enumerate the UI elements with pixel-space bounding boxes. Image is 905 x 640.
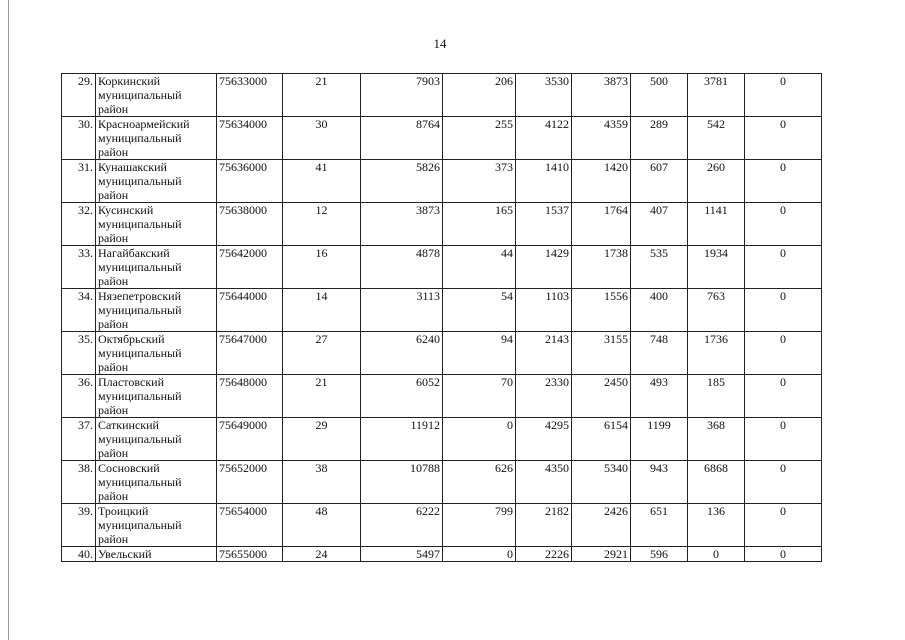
table-row bbox=[62, 160, 822, 203]
value-cell: 0 bbox=[745, 117, 822, 160]
table-row bbox=[62, 504, 822, 547]
table-row bbox=[62, 332, 822, 375]
value-cell: 2921 bbox=[572, 547, 631, 562]
value-cell: 16 bbox=[283, 246, 361, 289]
value-cell: 763 bbox=[688, 289, 745, 332]
oktmo-code-cell: 75638000 bbox=[217, 203, 283, 246]
value-cell: 626 bbox=[443, 461, 516, 504]
value-cell: 373 bbox=[443, 160, 516, 203]
value-cell: 0 bbox=[745, 418, 822, 461]
value-cell: 4878 bbox=[361, 246, 443, 289]
oktmo-code-cell: 75655000 bbox=[217, 547, 283, 562]
value-cell: 6868 bbox=[688, 461, 745, 504]
value-cell: 1429 bbox=[516, 246, 572, 289]
oktmo-code-cell: 75654000 bbox=[217, 504, 283, 547]
value-cell: 185 bbox=[688, 375, 745, 418]
value-cell: 748 bbox=[631, 332, 688, 375]
value-cell: 38 bbox=[283, 461, 361, 504]
table-row bbox=[62, 203, 822, 246]
value-cell: 206 bbox=[443, 74, 516, 117]
oktmo-code-cell: 75642000 bbox=[217, 246, 283, 289]
oktmo-code-cell: 75648000 bbox=[217, 375, 283, 418]
row-number-cell: 36. bbox=[62, 375, 96, 418]
district-name-cell: Нязепетровский муниципальный район bbox=[96, 289, 217, 332]
value-cell: 0 bbox=[745, 246, 822, 289]
value-cell: 10788 bbox=[361, 461, 443, 504]
row-number-cell: 37. bbox=[62, 418, 96, 461]
value-cell: 7903 bbox=[361, 74, 443, 117]
value-cell: 596 bbox=[631, 547, 688, 562]
value-cell: 0 bbox=[688, 547, 745, 562]
scan-edge-line bbox=[8, 0, 9, 640]
value-cell: 54 bbox=[443, 289, 516, 332]
value-cell: 0 bbox=[745, 547, 822, 562]
value-cell: 48 bbox=[283, 504, 361, 547]
district-name-cell: Коркинский муниципальный район bbox=[96, 74, 217, 117]
municipal-data-table bbox=[61, 73, 822, 562]
value-cell: 4350 bbox=[516, 461, 572, 504]
value-cell: 0 bbox=[745, 504, 822, 547]
row-number-cell: 30. bbox=[62, 117, 96, 160]
district-name-cell: Саткинский муниципальный район bbox=[96, 418, 217, 461]
district-name-cell: Пластовский муниципальный район bbox=[96, 375, 217, 418]
value-cell: 6222 bbox=[361, 504, 443, 547]
value-cell: 400 bbox=[631, 289, 688, 332]
value-cell: 3873 bbox=[572, 74, 631, 117]
value-cell: 11912 bbox=[361, 418, 443, 461]
value-cell: 2143 bbox=[516, 332, 572, 375]
row-number-cell: 32. bbox=[62, 203, 96, 246]
district-name-cell: Троицкий муниципальный район bbox=[96, 504, 217, 547]
value-cell: 44 bbox=[443, 246, 516, 289]
row-number-cell: 29. bbox=[62, 74, 96, 117]
value-cell: 3781 bbox=[688, 74, 745, 117]
value-cell: 21 bbox=[283, 74, 361, 117]
value-cell: 1141 bbox=[688, 203, 745, 246]
district-name-cell: Сосновский муниципальный район bbox=[96, 461, 217, 504]
value-cell: 1556 bbox=[572, 289, 631, 332]
value-cell: 1103 bbox=[516, 289, 572, 332]
oktmo-code-cell: 75652000 bbox=[217, 461, 283, 504]
table-row bbox=[62, 461, 822, 504]
district-name-cell: Кунашакский муниципальный район bbox=[96, 160, 217, 203]
row-number-cell: 33. bbox=[62, 246, 96, 289]
value-cell: 3113 bbox=[361, 289, 443, 332]
value-cell: 0 bbox=[745, 203, 822, 246]
value-cell: 0 bbox=[745, 332, 822, 375]
value-cell: 0 bbox=[443, 547, 516, 562]
value-cell: 255 bbox=[443, 117, 516, 160]
value-cell: 500 bbox=[631, 74, 688, 117]
value-cell: 1420 bbox=[572, 160, 631, 203]
value-cell: 41 bbox=[283, 160, 361, 203]
table-row bbox=[62, 246, 822, 289]
value-cell: 407 bbox=[631, 203, 688, 246]
value-cell: 94 bbox=[443, 332, 516, 375]
value-cell: 3155 bbox=[572, 332, 631, 375]
value-cell: 6154 bbox=[572, 418, 631, 461]
value-cell: 21 bbox=[283, 375, 361, 418]
table-row bbox=[62, 418, 822, 461]
value-cell: 165 bbox=[443, 203, 516, 246]
value-cell: 0 bbox=[443, 418, 516, 461]
value-cell: 0 bbox=[745, 74, 822, 117]
value-cell: 6240 bbox=[361, 332, 443, 375]
value-cell: 6052 bbox=[361, 375, 443, 418]
oktmo-code-cell: 75636000 bbox=[217, 160, 283, 203]
value-cell: 1736 bbox=[688, 332, 745, 375]
value-cell: 943 bbox=[631, 461, 688, 504]
table-row bbox=[62, 375, 822, 418]
value-cell: 24 bbox=[283, 547, 361, 562]
page-number: 14 bbox=[433, 36, 447, 51]
row-number-cell: 34. bbox=[62, 289, 96, 332]
value-cell: 2182 bbox=[516, 504, 572, 547]
value-cell: 0 bbox=[745, 160, 822, 203]
value-cell: 607 bbox=[631, 160, 688, 203]
value-cell: 4122 bbox=[516, 117, 572, 160]
value-cell: 136 bbox=[688, 504, 745, 547]
value-cell: 12 bbox=[283, 203, 361, 246]
value-cell: 1738 bbox=[572, 246, 631, 289]
district-name-cell: Нагайбакский муниципальный район bbox=[96, 246, 217, 289]
value-cell: 1410 bbox=[516, 160, 572, 203]
oktmo-code-cell: 75634000 bbox=[217, 117, 283, 160]
oktmo-code-cell: 75647000 bbox=[217, 332, 283, 375]
value-cell: 289 bbox=[631, 117, 688, 160]
value-cell: 493 bbox=[631, 375, 688, 418]
value-cell: 30 bbox=[283, 117, 361, 160]
value-cell: 260 bbox=[688, 160, 745, 203]
value-cell: 14 bbox=[283, 289, 361, 332]
value-cell: 651 bbox=[631, 504, 688, 547]
table-row bbox=[62, 547, 822, 562]
value-cell: 5340 bbox=[572, 461, 631, 504]
row-number-cell: 31. bbox=[62, 160, 96, 203]
value-cell: 368 bbox=[688, 418, 745, 461]
value-cell: 0 bbox=[745, 289, 822, 332]
value-cell: 3530 bbox=[516, 74, 572, 117]
row-number-cell: 35. bbox=[62, 332, 96, 375]
value-cell: 5826 bbox=[361, 160, 443, 203]
value-cell: 8764 bbox=[361, 117, 443, 160]
oktmo-code-cell: 75633000 bbox=[217, 74, 283, 117]
value-cell: 2426 bbox=[572, 504, 631, 547]
value-cell: 1537 bbox=[516, 203, 572, 246]
value-cell: 0 bbox=[745, 375, 822, 418]
row-number-cell: 38. bbox=[62, 461, 96, 504]
value-cell: 542 bbox=[688, 117, 745, 160]
table-row bbox=[62, 74, 822, 117]
value-cell: 4359 bbox=[572, 117, 631, 160]
district-name-cell: Кусинский муниципальный район bbox=[96, 203, 217, 246]
district-name-cell: Увельский bbox=[96, 547, 217, 562]
value-cell: 2330 bbox=[516, 375, 572, 418]
district-name-cell: Октябрьский муниципальный район bbox=[96, 332, 217, 375]
value-cell: 70 bbox=[443, 375, 516, 418]
district-name-cell: Красноармейский муниципальный район bbox=[96, 117, 217, 160]
value-cell: 2226 bbox=[516, 547, 572, 562]
value-cell: 2450 bbox=[572, 375, 631, 418]
table-row bbox=[62, 289, 822, 332]
value-cell: 1764 bbox=[572, 203, 631, 246]
value-cell: 29 bbox=[283, 418, 361, 461]
oktmo-code-cell: 75649000 bbox=[217, 418, 283, 461]
value-cell: 1934 bbox=[688, 246, 745, 289]
value-cell: 0 bbox=[745, 461, 822, 504]
row-number-cell: 40. bbox=[62, 547, 96, 562]
table-row bbox=[62, 117, 822, 160]
oktmo-code-cell: 75644000 bbox=[217, 289, 283, 332]
value-cell: 799 bbox=[443, 504, 516, 547]
value-cell: 4295 bbox=[516, 418, 572, 461]
table-body bbox=[62, 74, 822, 562]
row-number-cell: 39. bbox=[62, 504, 96, 547]
value-cell: 5497 bbox=[361, 547, 443, 562]
value-cell: 1199 bbox=[631, 418, 688, 461]
value-cell: 535 bbox=[631, 246, 688, 289]
value-cell: 27 bbox=[283, 332, 361, 375]
value-cell: 3873 bbox=[361, 203, 443, 246]
